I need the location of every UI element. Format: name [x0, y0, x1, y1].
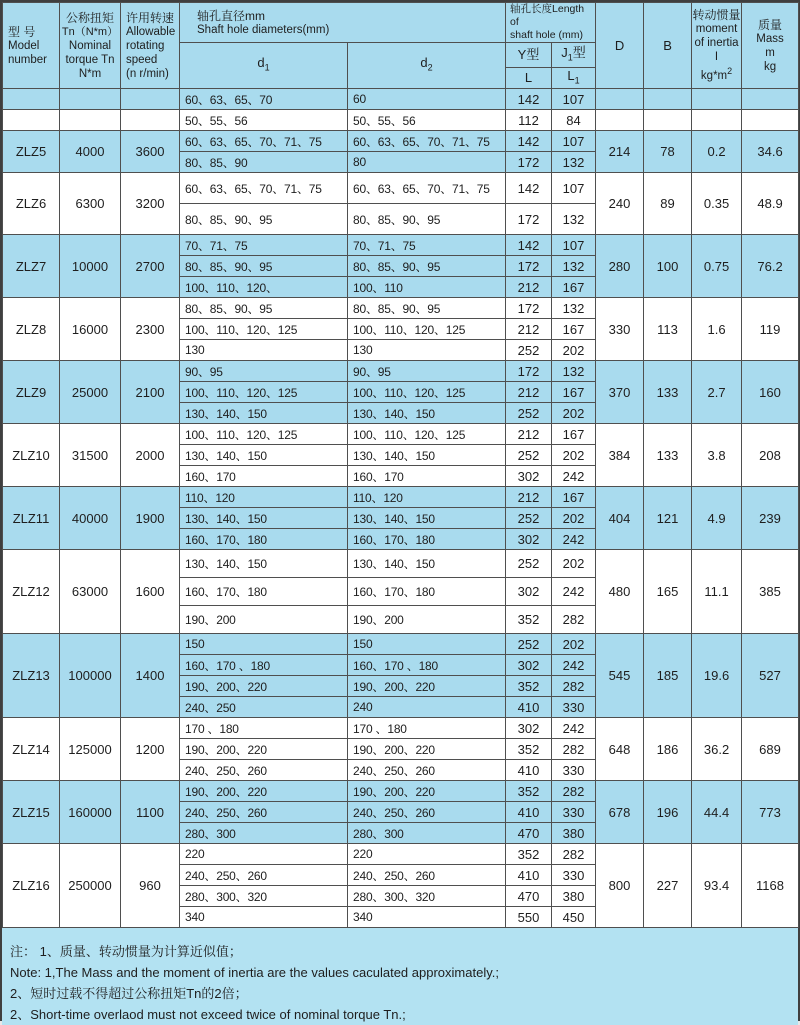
col-B-header: B	[644, 3, 692, 89]
D-cell: 404	[596, 487, 644, 550]
len-header-line2: shaft hole (mm)	[510, 29, 583, 41]
L-cell: 142	[506, 173, 552, 204]
model-cell: ZLZ5	[3, 131, 60, 173]
L-cell: 212	[506, 277, 552, 298]
D-cell: 330	[596, 298, 644, 361]
L1-cell: 132	[552, 256, 596, 277]
inertia-cell: 3.8	[692, 424, 742, 487]
inertia-header-symbol: I	[714, 51, 719, 64]
L-cell: 172	[506, 204, 552, 235]
col-model-header	[3, 3, 60, 89]
d1-cell: 100、110、120、125	[180, 424, 348, 445]
L1-cell: 202	[552, 445, 596, 466]
torque-header-en: Nominal torque Tn N*m	[65, 39, 115, 80]
coupling-spec-table	[2, 2, 799, 928]
L1-cell: 330	[552, 760, 596, 781]
L1-cell: 167	[552, 319, 596, 340]
L1-cell: 107	[552, 173, 596, 204]
L1-cell: 282	[552, 844, 596, 865]
d1-cell: 130	[180, 340, 348, 361]
d1-cell: 190、200	[180, 606, 348, 634]
D-cell: 648	[596, 718, 644, 781]
L-cell: 142	[506, 89, 552, 110]
torque-cell: 4000	[60, 131, 121, 173]
inertia-header-en: moment of inertia	[694, 23, 739, 50]
d1-cell: 130、140、150	[180, 550, 348, 578]
d2-cell: 160、170	[348, 466, 506, 487]
d2-cell: 220	[348, 844, 506, 865]
L-cell: 352	[506, 606, 552, 634]
L1-cell: 380	[552, 886, 596, 907]
L-cell: 410	[506, 697, 552, 718]
d2-cell: 160、170、180	[348, 578, 506, 606]
d1-cell: 240、250、260	[180, 802, 348, 823]
d1-cell: 100、110、120、125	[180, 382, 348, 403]
B-cell: 133	[644, 361, 692, 424]
d1-cell: 340	[180, 907, 348, 928]
L-cell: 302	[506, 655, 552, 676]
model-cell: ZLZ14	[3, 718, 60, 781]
d1-cell: 160、170 、180	[180, 655, 348, 676]
torque-cell: 125000	[60, 718, 121, 781]
D-cell	[596, 89, 644, 110]
speed-cell: 1600	[121, 550, 180, 634]
torque-cell: 250000	[60, 844, 121, 928]
L-cell: 352	[506, 781, 552, 802]
col-d2-header: $d_2$	[348, 43, 506, 89]
d2-cell: 80、85、90、95	[348, 204, 506, 235]
note-line: Note: 1,The Mass and the moment of inertia are the values caculated approximately.;	[10, 965, 499, 980]
L-cell: 302	[506, 578, 552, 606]
model-cell: ZLZ13	[3, 634, 60, 718]
D-cell	[596, 110, 644, 131]
col-speed-header	[121, 3, 180, 89]
L1-cell: 132	[552, 204, 596, 235]
L1-cell: 330	[552, 865, 596, 886]
table-body	[3, 89, 799, 928]
shaft-length-header	[506, 3, 596, 43]
L-cell: 172	[506, 256, 552, 277]
L-cell: 302	[506, 466, 552, 487]
inertia-cell: 2.7	[692, 361, 742, 424]
d1-cell: 60、63、65、70、71、75	[180, 173, 348, 204]
B-cell: 165	[644, 550, 692, 634]
speed-cell: 960	[121, 844, 180, 928]
d1-cell: 110、120	[180, 487, 348, 508]
inertia-cell: 1.6	[692, 298, 742, 361]
torque-header-formula: Tn（N*m）	[61, 25, 119, 38]
d1-cell: 130、140、150	[180, 445, 348, 466]
d1-cell: 190、200、220	[180, 676, 348, 697]
mass-header-en: Mass	[756, 32, 784, 45]
torque-cell: 63000	[60, 550, 121, 634]
L-cell: 252	[506, 403, 552, 424]
d2-cell: 130、140、150	[348, 508, 506, 529]
L1-cell: 450	[552, 907, 596, 928]
L1-cell: 132	[552, 361, 596, 382]
d2-cell: 130、140、150	[348, 403, 506, 424]
speed-cell: 2300	[121, 298, 180, 361]
col-d1-header: $d_1$	[180, 43, 348, 89]
inertia-cell: 93.4	[692, 844, 742, 928]
d1-cell: 80、85、90	[180, 152, 348, 173]
torque-cell: 160000	[60, 781, 121, 844]
L-cell: 212	[506, 319, 552, 340]
inertia-header-zh: 转动惯量	[692, 8, 741, 23]
model-cell: ZLZ6	[3, 173, 60, 235]
L1-cell: 167	[552, 487, 596, 508]
d2-cell: 60、63、65、70、71、75	[348, 173, 506, 204]
model-cell: ZLZ12	[3, 550, 60, 634]
mass-cell: 160	[742, 361, 799, 424]
L1-cell: 167	[552, 424, 596, 445]
B-cell: 89	[644, 173, 692, 235]
model-cell: ZLZ16	[3, 844, 60, 928]
d1-cell: 80、85、90、95	[180, 298, 348, 319]
d2-cell: 340	[348, 907, 506, 928]
d1-cell: 160、170	[180, 466, 348, 487]
B-cell: 196	[644, 781, 692, 844]
D-cell: 280	[596, 235, 644, 298]
d2-cell: 160、170 、180	[348, 655, 506, 676]
L-cell: 212	[506, 382, 552, 403]
d1-cell: 90、95	[180, 361, 348, 382]
mass-cell: 527	[742, 634, 799, 718]
inertia-cell	[692, 89, 742, 110]
col-mass-header	[742, 3, 799, 89]
L1-cell: 202	[552, 340, 596, 361]
L-cell: 470	[506, 823, 552, 844]
d1-cell: 130、140、150	[180, 403, 348, 424]
speed-cell: 2000	[121, 424, 180, 487]
d1-cell: 280、300	[180, 823, 348, 844]
speed-cell	[121, 110, 180, 131]
d2-cell: 90、95	[348, 361, 506, 382]
model-cell: ZLZ10	[3, 424, 60, 487]
L-cell: 142	[506, 131, 552, 152]
L-cell: 352	[506, 739, 552, 760]
note-line: 注： 1、质量、转动惯量为计算近似值；	[10, 944, 242, 959]
speed-cell: 1100	[121, 781, 180, 844]
d2-cell: 110、120	[348, 487, 506, 508]
D-cell: 800	[596, 844, 644, 928]
table-header	[3, 3, 799, 89]
notes-section	[2, 928, 798, 1025]
L-cell: 410	[506, 865, 552, 886]
speed-cell	[121, 89, 180, 110]
mass-cell	[742, 110, 799, 131]
L-cell: 252	[506, 340, 552, 361]
L1-cell: 282	[552, 676, 596, 697]
d1-cell: 160、170、180	[180, 529, 348, 550]
col-jtype-header: $J_1$型	[552, 43, 596, 68]
L1-cell: 107	[552, 235, 596, 256]
B-cell: 78	[644, 131, 692, 173]
mass-cell: 119	[742, 298, 799, 361]
d2-cell: 190、200	[348, 606, 506, 634]
L-cell: 470	[506, 886, 552, 907]
len-header-line1: 轴孔长度Length of	[510, 3, 585, 28]
d2-cell: 280、300、320	[348, 886, 506, 907]
d2-cell: 190、200、220	[348, 739, 506, 760]
d2-cell: 190、200、220	[348, 781, 506, 802]
L1-cell: 242	[552, 529, 596, 550]
B-cell	[644, 89, 692, 110]
model-cell	[3, 110, 60, 131]
L1-cell: 282	[552, 739, 596, 760]
d2-cell: 190、200、220	[348, 676, 506, 697]
d1-cell: 280、300、320	[180, 886, 348, 907]
L1-cell: 380	[552, 823, 596, 844]
L-cell: 302	[506, 718, 552, 739]
inertia-cell: 11.1	[692, 550, 742, 634]
L1-cell: 132	[552, 152, 596, 173]
d2-cell: 170 、180	[348, 718, 506, 739]
L-cell: 352	[506, 844, 552, 865]
d2-cell: 240、250、260	[348, 802, 506, 823]
speed-header-unit: (n r/min)	[126, 67, 169, 80]
model-cell: ZLZ8	[3, 298, 60, 361]
d1-cell: 100、110、120、	[180, 277, 348, 298]
d1-cell: 190、200、220	[180, 739, 348, 760]
D-cell: 384	[596, 424, 644, 487]
col-D-header: D	[596, 3, 644, 89]
mass-cell: 34.6	[742, 131, 799, 173]
L1-cell: 242	[552, 466, 596, 487]
mass-cell: 76.2	[742, 235, 799, 298]
L-cell: 212	[506, 424, 552, 445]
d1-cell: 80、85、90、95	[180, 256, 348, 277]
speed-cell: 1200	[121, 718, 180, 781]
d1-cell: 190、200、220	[180, 781, 348, 802]
d1-cell: 220	[180, 844, 348, 865]
L-cell: 212	[506, 487, 552, 508]
torque-cell: 31500	[60, 424, 121, 487]
L-cell: 550	[506, 907, 552, 928]
d2-cell: 100、110、120、125	[348, 319, 506, 340]
speed-header-zh: 许用转速	[126, 10, 175, 25]
col-L1-header: $L_1$	[552, 68, 596, 89]
speed-header-en: Allowable rotating speed	[126, 25, 176, 66]
d2-cell: 50、55、56	[348, 110, 506, 131]
note-line: 2、Short-time overlaod must not exceed twice of nominal torque Tn.;	[10, 1007, 406, 1022]
B-cell: 185	[644, 634, 692, 718]
d2-cell: 100、110、120、125	[348, 382, 506, 403]
torque-header-zh: 公称扭矩	[65, 10, 114, 25]
d1-cell: 240、250、260	[180, 760, 348, 781]
inertia-cell: 4.9	[692, 487, 742, 550]
B-cell	[644, 110, 692, 131]
col-torque-header	[60, 3, 121, 89]
mass-header-zh: 质量	[758, 17, 783, 32]
inertia-cell: 44.4	[692, 781, 742, 844]
speed-cell: 1900	[121, 487, 180, 550]
L1-cell: 202	[552, 634, 596, 655]
torque-cell: 6300	[60, 173, 121, 235]
d2-cell: 130	[348, 340, 506, 361]
B-cell: 121	[644, 487, 692, 550]
model-cell: ZLZ15	[3, 781, 60, 844]
d2-cell: 80、85、90、95	[348, 256, 506, 277]
L1-cell: 282	[552, 781, 596, 802]
L-cell: 252	[506, 550, 552, 578]
D-cell: 678	[596, 781, 644, 844]
L1-cell: 202	[552, 550, 596, 578]
d2-cell: 60	[348, 89, 506, 110]
inertia-cell: 0.75	[692, 235, 742, 298]
torque-cell	[60, 89, 121, 110]
D-cell: 370	[596, 361, 644, 424]
d2-cell: 80、85、90、95	[348, 298, 506, 319]
L1-cell: 107	[552, 131, 596, 152]
mass-cell: 689	[742, 718, 799, 781]
d2-cell: 240	[348, 697, 506, 718]
d2-cell: 130、140、150	[348, 550, 506, 578]
d2-cell: 150	[348, 634, 506, 655]
mass-cell: 1168	[742, 844, 799, 928]
model-cell	[3, 89, 60, 110]
L1-cell: 202	[552, 403, 596, 424]
B-cell: 133	[644, 424, 692, 487]
d1-cell: 240、250、260	[180, 865, 348, 886]
B-cell: 100	[644, 235, 692, 298]
speed-cell: 2100	[121, 361, 180, 424]
L1-cell: 167	[552, 382, 596, 403]
mass-header-symbol: m	[765, 46, 775, 59]
D-cell: 214	[596, 131, 644, 173]
d1-cell: 100、110、120、125	[180, 319, 348, 340]
L1-cell: 167	[552, 277, 596, 298]
L1-cell: 282	[552, 606, 596, 634]
mass-cell: 773	[742, 781, 799, 844]
d2-cell: 130、140、150	[348, 445, 506, 466]
dia-header-zh: 轴孔直径mm	[197, 8, 265, 23]
d1-cell: 80、85、90、95	[180, 204, 348, 235]
L-cell: 142	[506, 235, 552, 256]
mass-cell: 208	[742, 424, 799, 487]
L1-cell: 202	[552, 508, 596, 529]
d2-cell: 80	[348, 152, 506, 173]
torque-cell	[60, 110, 121, 131]
torque-cell: 25000	[60, 361, 121, 424]
speed-cell: 3600	[121, 131, 180, 173]
d2-cell: 100、110、120、125	[348, 424, 506, 445]
inertia-cell: 36.2	[692, 718, 742, 781]
L-cell: 252	[506, 508, 552, 529]
D-cell: 545	[596, 634, 644, 718]
col-L-header: L	[506, 68, 552, 89]
L1-cell: 242	[552, 655, 596, 676]
inertia-cell: 0.2	[692, 131, 742, 173]
D-cell: 240	[596, 173, 644, 235]
L-cell: 252	[506, 445, 552, 466]
L-cell: 410	[506, 802, 552, 823]
d1-cell: 160、170、180	[180, 578, 348, 606]
speed-cell: 3200	[121, 173, 180, 235]
B-cell: 227	[644, 844, 692, 928]
L-cell: 302	[506, 529, 552, 550]
d2-cell: 240、250、260	[348, 760, 506, 781]
L-cell: 172	[506, 152, 552, 173]
L1-cell: 84	[552, 110, 596, 131]
B-cell: 186	[644, 718, 692, 781]
mass-cell	[742, 89, 799, 110]
L1-cell: 242	[552, 578, 596, 606]
inertia-header-unit: $kg*m^2$	[700, 66, 733, 82]
L-cell: 172	[506, 298, 552, 319]
d1-cell: 240、250	[180, 697, 348, 718]
d2-cell: 160、170、180	[348, 529, 506, 550]
L-cell: 252	[506, 634, 552, 655]
mass-cell: 48.9	[742, 173, 799, 235]
d1-cell: 60、63、65、70、71、75	[180, 131, 348, 152]
L-cell: 352	[506, 676, 552, 697]
L1-cell: 132	[552, 298, 596, 319]
model-cell: ZLZ7	[3, 235, 60, 298]
torque-cell: 100000	[60, 634, 121, 718]
note-line: 2、短时过载不得超过公称扭矩Tn的2倍；	[10, 986, 248, 1001]
d2-cell: 280、300	[348, 823, 506, 844]
model-header-zh: 型 号	[8, 24, 36, 39]
d2-cell: 70、71、75	[348, 235, 506, 256]
speed-cell: 2700	[121, 235, 180, 298]
inertia-cell: 19.6	[692, 634, 742, 718]
L1-cell: 330	[552, 697, 596, 718]
d1-cell: 130、140、150	[180, 508, 348, 529]
torque-cell: 10000	[60, 235, 121, 298]
L-cell: 112	[506, 110, 552, 131]
mass-cell: 385	[742, 550, 799, 634]
inertia-cell: 0.35	[692, 173, 742, 235]
col-ytype-header: Y型	[506, 43, 552, 68]
d2-cell: 100、110	[348, 277, 506, 298]
torque-cell: 40000	[60, 487, 121, 550]
shaft-diameter-header	[180, 3, 506, 43]
d1-cell: 60、63、65、70	[180, 89, 348, 110]
model-cell: ZLZ11	[3, 487, 60, 550]
L1-cell: 330	[552, 802, 596, 823]
L1-cell: 242	[552, 718, 596, 739]
d1-cell: 70、71、75	[180, 235, 348, 256]
L1-cell: 107	[552, 89, 596, 110]
d2-cell: 240、250、260	[348, 865, 506, 886]
D-cell: 480	[596, 550, 644, 634]
mass-cell: 239	[742, 487, 799, 550]
L-cell: 410	[506, 760, 552, 781]
model-cell: ZLZ9	[3, 361, 60, 424]
d2-cell: 60、63、65、70、71、75	[348, 131, 506, 152]
torque-cell: 16000	[60, 298, 121, 361]
col-inertia-header	[692, 3, 742, 89]
speed-cell: 1400	[121, 634, 180, 718]
dia-header-en: Shaft hole diameters(mm)	[197, 23, 330, 36]
d1-cell: 150	[180, 634, 348, 655]
mass-header-unit: kg	[763, 60, 777, 73]
L-cell: 172	[506, 361, 552, 382]
d1-cell: 170 、180	[180, 718, 348, 739]
B-cell: 113	[644, 298, 692, 361]
model-header-en: Model number	[8, 39, 47, 66]
d1-cell: 50、55、56	[180, 110, 348, 131]
inertia-cell	[692, 110, 742, 131]
